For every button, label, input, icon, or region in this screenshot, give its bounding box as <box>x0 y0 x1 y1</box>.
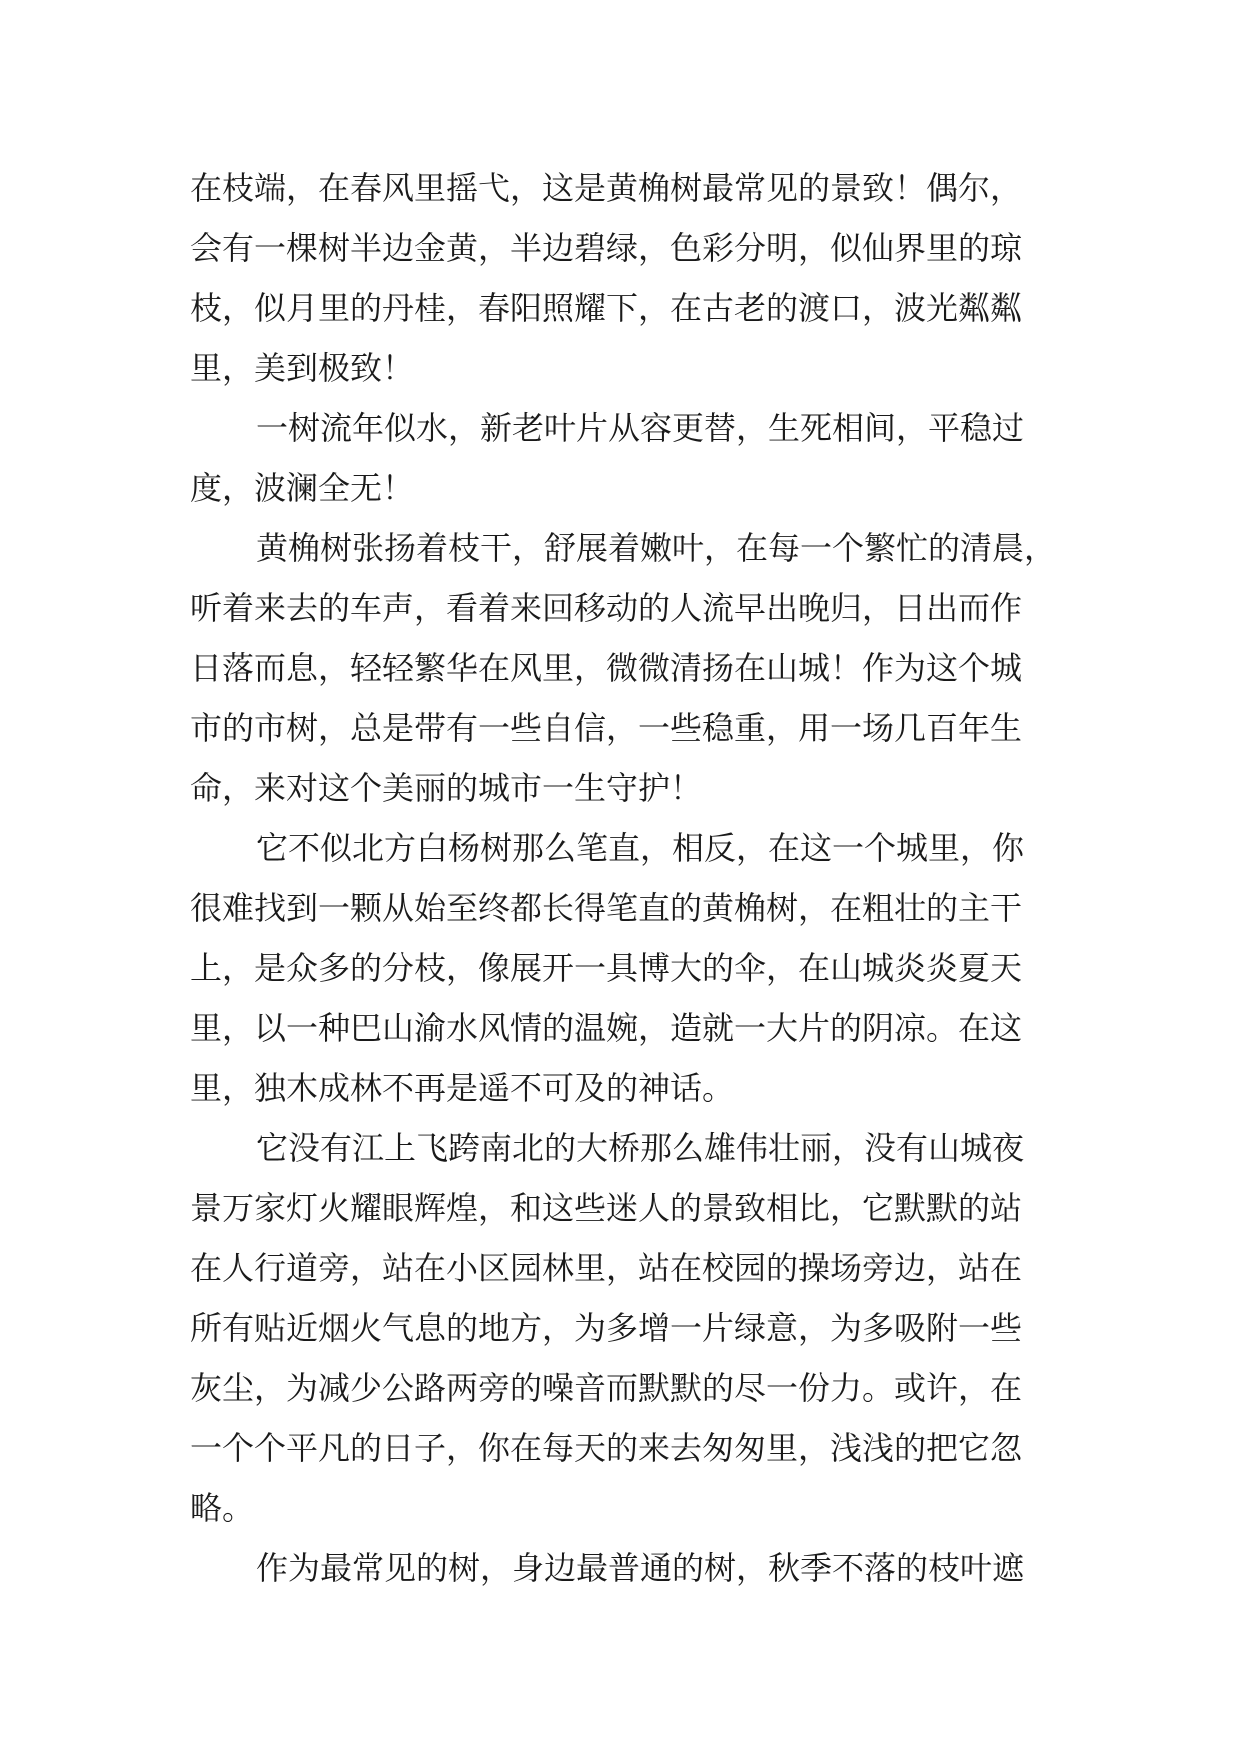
paragraph-first-line: 作为最常见的树，身边最普通的树，秋季不落的枝叶遮 <box>256 1549 1025 1587</box>
text-line: 里，以一种巴山渝水风情的温婉，造就一大片的阴凉。在这 <box>190 1009 1023 1047</box>
text-line: 略。 <box>190 1489 255 1527</box>
text-line: 日落而息，轻轻繁华在风里，微微清扬在山城！作为这个城 <box>190 649 1023 687</box>
text-line: 灰尘，为减少公路两旁的噪音而默默的尽一份力。或许，在 <box>190 1369 1023 1407</box>
text-line: 枝，似月里的丹桂，春阳照耀下，在古老的渡口，波光粼粼 <box>190 289 1023 327</box>
paragraph-first-line: 它不似北方白杨树那么笔直，相反，在这一个城里，你 <box>256 829 1025 867</box>
paragraph-first-line: 一树流年似水，新老叶片从容更替，生死相间，平稳过 <box>256 409 1025 447</box>
text-line: 一个个平凡的日子，你在每天的来去匆匆里，浅浅的把它忽 <box>190 1429 1023 1467</box>
text-line: 在枝端，在春风里摇弋，这是黄桷树最常见的景致！偶尔， <box>190 169 1023 207</box>
body-text <box>190 158 1057 1598</box>
text-line: 听着来去的车声，看着来回移动的人流早出晚归，日出而作 <box>190 589 1023 627</box>
paragraph-first-line: 黄桷树张扬着枝干，舒展着嫩叶，在每一个繁忙的清晨， <box>256 529 1057 567</box>
text-line: 市的市树，总是带有一些自信，一些稳重，用一场几百年生 <box>190 709 1023 747</box>
text-line: 会有一棵树半边金黄，半边碧绿，色彩分明，似仙界里的琼 <box>190 229 1023 267</box>
text-line: 里，独木成林不再是遥不可及的神话。 <box>190 1069 735 1107</box>
text-line: 很难找到一颗从始至终都长得笔直的黄桷树，在粗壮的主干 <box>190 889 1023 927</box>
text-line: 景万家灯火耀眼辉煌，和这些迷人的景致相比，它默默的站 <box>190 1189 1023 1227</box>
text-line: 在人行道旁，站在小区园林里，站在校园的操场旁边，站在 <box>190 1249 1023 1287</box>
text-line: 里，美到极致！ <box>190 349 415 387</box>
text-line: 所有贴近烟火气息的地方，为多增一片绿意，为多吸附一些 <box>190 1309 1023 1347</box>
text-line: 度，波澜全无！ <box>190 469 415 507</box>
text-line: 命，来对这个美丽的城市一生守护！ <box>190 769 703 807</box>
paragraph-first-line: 它没有江上飞跨南北的大桥那么雄伟壮丽，没有山城夜 <box>256 1129 1025 1167</box>
text-line: 上，是众多的分枝，像展开一具博大的伞，在山城炎炎夏天 <box>190 949 1023 987</box>
